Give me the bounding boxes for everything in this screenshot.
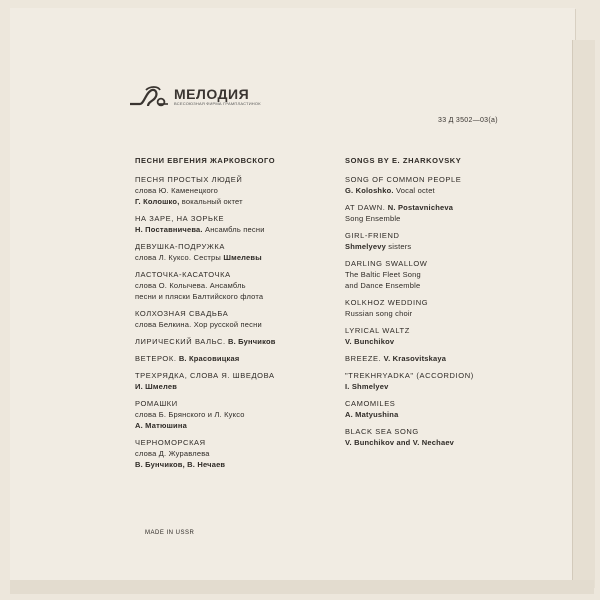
- song-performer: А. Матюшина: [135, 421, 187, 430]
- english-track-list: [345, 156, 525, 454]
- song-performer: N. Postavnicheva: [387, 203, 454, 212]
- song-credit: слова Ю. Каменецкого: [135, 186, 219, 195]
- list-item: [135, 269, 315, 302]
- list-item: [345, 297, 525, 319]
- song-credit: слова Л. Куксо. Сестры: [135, 253, 222, 262]
- song-title: BLACK SEA SONG: [345, 427, 419, 436]
- song-title: LYRICAL WALTZ: [345, 326, 410, 335]
- song-title: CAMOMILES: [345, 399, 396, 408]
- song-performer: И. Шмелев: [135, 382, 178, 391]
- melodiya-logo: [128, 84, 261, 110]
- song-performer: Шмелевы: [223, 253, 262, 262]
- song-note: The Baltic Fleet Song: [345, 270, 421, 279]
- list-item: [135, 353, 315, 364]
- song-title: НА ЗАРЕ, НА ЗОРЬКЕ: [135, 214, 225, 223]
- song-note: вокальный октет: [181, 197, 243, 206]
- sleeve-flap-edge: [572, 40, 595, 588]
- list-item: [345, 398, 525, 420]
- song-title: GIRL-FRIEND: [345, 231, 400, 240]
- list-item: [345, 202, 525, 224]
- song-note: sisters: [388, 242, 412, 251]
- song-title: BREEZE.: [345, 354, 382, 363]
- song-performer: В. Бунчиков, В. Нечаев: [135, 460, 226, 469]
- song-title: KOLKHOZ WEDDING: [345, 298, 429, 307]
- song-performer: В. Красовицкая: [178, 354, 240, 363]
- song-title: ТРЕХРЯДКА, СЛОВА Я. ШВЕДОВА: [135, 371, 275, 380]
- song-title: ДЕВУШКА-ПОДРУЖКА: [135, 242, 225, 251]
- song-performer: I. Shmelyev: [345, 382, 389, 391]
- song-note: Russian song choir: [345, 309, 413, 318]
- song-credit: слова О. Колычева. Ансамбль: [135, 281, 246, 290]
- song-title: РОМАШКИ: [135, 399, 178, 408]
- song-performer: Shmelyevy: [345, 242, 386, 251]
- song-note: and Dance Ensemble: [345, 281, 421, 290]
- song-performer: V. Krasovitskaya: [383, 354, 447, 363]
- list-item: [345, 325, 525, 347]
- song-title: "TREKHRYADKA" (ACCORDION): [345, 371, 474, 380]
- song-title: SONG OF COMMON PEOPLE: [345, 175, 462, 184]
- song-credit: слова Б. Брянского и Л. Куксо: [135, 410, 245, 419]
- brand-subtitle: ВСЕСОЮЗНАЯ ФИРМА ГРАМПЛАСТИНОК: [174, 101, 261, 106]
- song-performer: Г. Колошко,: [135, 197, 180, 206]
- song-title: DARLING SWALLOW: [345, 259, 428, 268]
- song-credit: слова Д. Журавлева: [135, 449, 210, 458]
- list-item: [135, 241, 315, 263]
- catalog-number: 33 Д 3502—03(а): [438, 117, 498, 124]
- song-note: Song Ensemble: [345, 214, 401, 223]
- list-item: [345, 258, 525, 291]
- song-performer: В. Бунчиков: [227, 337, 276, 346]
- melodiya-logo-icon: [128, 84, 172, 110]
- list-item: [345, 426, 525, 448]
- song-performer: A. Matyushina: [345, 410, 399, 419]
- english-heading: SONGS BY E. ZHARKOVSKY: [345, 156, 462, 165]
- made-in-label: MADE IN USSR: [145, 530, 195, 536]
- list-item: [135, 437, 315, 470]
- song-performer: V. Bunchikov and V. Nechaev: [345, 438, 455, 447]
- russian-track-list: [135, 156, 315, 476]
- song-title: ЧЕРНОМОРСКАЯ: [135, 438, 206, 447]
- list-item: [135, 336, 315, 347]
- song-credit: слова Белкина. Хор русской песни: [135, 320, 262, 329]
- list-item: [135, 213, 315, 235]
- song-title: ПЕСНЯ ПРОСТЫХ ЛЮДЕЙ: [135, 175, 243, 184]
- list-item: [135, 174, 315, 207]
- list-item: [345, 370, 525, 392]
- brand-name: МЕЛОДИЯ: [174, 86, 250, 102]
- song-performer: V. Bunchikov: [345, 337, 395, 346]
- list-item: [135, 308, 315, 330]
- song-note: песни и пляски Балтийского флота: [135, 292, 264, 301]
- russian-heading: ПЕСНИ ЕВГЕНИЯ ЖАРКОВСКОГО: [135, 156, 276, 165]
- list-item: [345, 353, 525, 364]
- song-note: Ансамбль песни: [205, 225, 265, 234]
- list-item: [135, 398, 315, 431]
- list-item: [345, 174, 525, 196]
- list-item: [345, 230, 525, 252]
- list-item: [135, 370, 315, 392]
- song-title: ВЕТЕРОК.: [135, 354, 177, 363]
- sleeve-bottom-edge: [10, 580, 594, 594]
- song-note: Vocal octet: [395, 186, 435, 195]
- song-performer: Н. Поставничева.: [135, 225, 203, 234]
- song-title: ЛИРИЧЕСКИЙ ВАЛЬС.: [135, 337, 226, 346]
- song-title: КОЛХОЗНАЯ СВАДЬБА: [135, 309, 229, 318]
- song-title: AT DAWN.: [345, 203, 386, 212]
- song-title: ЛАСТОЧКА-КАСАТОЧКА: [135, 270, 231, 279]
- song-performer: G. Koloshko.: [345, 186, 394, 195]
